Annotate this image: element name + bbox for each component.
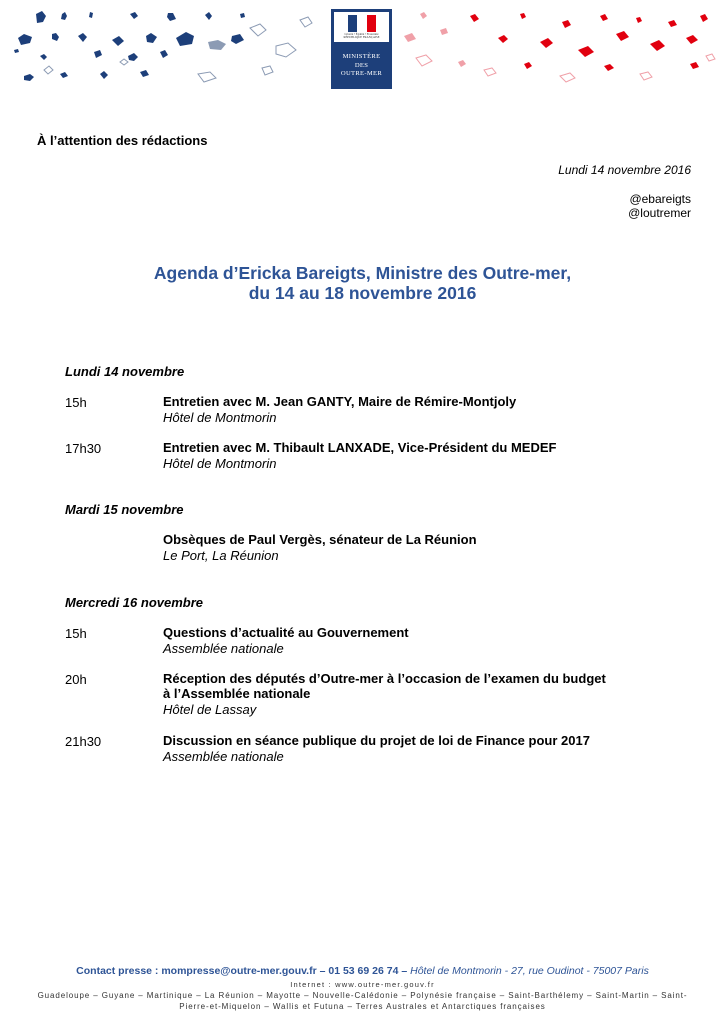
territories-left-blue bbox=[14, 11, 245, 81]
event-location: Hôtel de Montmorin bbox=[163, 456, 277, 471]
territories-right-red bbox=[404, 12, 708, 71]
event-title-continued: à l’Assemblée nationale bbox=[163, 686, 311, 701]
event-time: 15h bbox=[65, 626, 87, 641]
ministry-name: MINISTÈRE DES OUTRE-MER bbox=[340, 53, 383, 77]
republic-name: RÉPUBLIQUE FRANÇAISE bbox=[343, 35, 380, 40]
attention-line: À l’attention des rédactions bbox=[37, 133, 208, 148]
event-time: 15h bbox=[65, 395, 87, 410]
event-title: Entretien avec M. Jean GANTY, Maire de Rémire-Montjoly bbox=[163, 394, 517, 409]
event-location: Le Port, La Réunion bbox=[163, 548, 279, 563]
day-heading: Lundi 14 novembre bbox=[65, 364, 185, 379]
footer-territories: Guadeloupe – Guyane – Martinique – La Réunion – Mayotte – Nouvelle-Calédonie – Polynésie française – Saint-Barthélemy – Saint-Martin – Saint-Pierre-et-Miquelon – Wallis et Futuna – Terres Australes et Antarctiques françaises bbox=[37, 991, 688, 1011]
event-title: Réception des députés d’Outre-mer à l’occasion de l’examen du budget bbox=[163, 671, 606, 686]
marianne-block bbox=[334, 12, 389, 42]
territories-left-outline bbox=[44, 17, 312, 82]
event-time: 17h30 bbox=[65, 441, 102, 456]
event-title: Discussion en séance publique du projet de loi de Finance pour 2017 bbox=[163, 733, 590, 748]
event-title: Questions d’actualité au Gouvernement bbox=[163, 625, 409, 640]
event-time: 20h bbox=[65, 672, 87, 687]
ministry-logo bbox=[331, 9, 392, 89]
event-location: Assemblée nationale bbox=[163, 641, 284, 656]
agenda-title-line-2: du 14 au 18 novembre 2016 bbox=[248, 283, 477, 303]
document-date: Lundi 14 novembre 2016 bbox=[558, 163, 691, 177]
event-title: Entretien avec M. Thibault LANXADE, Vice-Président du MEDEF bbox=[163, 440, 557, 455]
french-flag-icon bbox=[348, 15, 376, 32]
day-heading: Mardi 15 novembre bbox=[65, 502, 184, 517]
footer-contact: Contact presse : mompresse@outre-mer.gouv.fr – 01 53 69 26 74 – Hôtel de Montmorin - 27, rue Oudinot - 75007 Paris bbox=[76, 965, 649, 977]
day-heading: Mercredi 16 novembre bbox=[65, 595, 204, 610]
ministry-address: Hôtel de Montmorin - 27, rue Oudinot - 75007 Paris bbox=[410, 965, 649, 977]
agenda-title-line-1: Agenda d’Ericka Bareigts, Ministre des Outre-mer, bbox=[153, 263, 572, 283]
event-title: Obsèques de Paul Vergès, sénateur de La Réunion bbox=[163, 532, 477, 547]
event-location: Hôtel de Lassay bbox=[163, 702, 257, 717]
republic-motto: Liberté • Égalité • Fraternité bbox=[344, 32, 379, 36]
footer-website: Internet : www.outre-mer.gouv.fr bbox=[290, 980, 435, 989]
twitter-handle: @loutremer bbox=[628, 206, 691, 220]
territories-right-outline bbox=[416, 54, 715, 82]
event-location: Assemblée nationale bbox=[163, 749, 284, 764]
twitter-handle: @ebareigts bbox=[629, 192, 691, 206]
press-contact: Contact presse : mompresse@outre-mer.gouv.fr – 01 53 69 26 74 bbox=[76, 965, 399, 977]
event-location: Hôtel de Montmorin bbox=[163, 410, 277, 425]
event-time: 21h30 bbox=[65, 734, 102, 749]
